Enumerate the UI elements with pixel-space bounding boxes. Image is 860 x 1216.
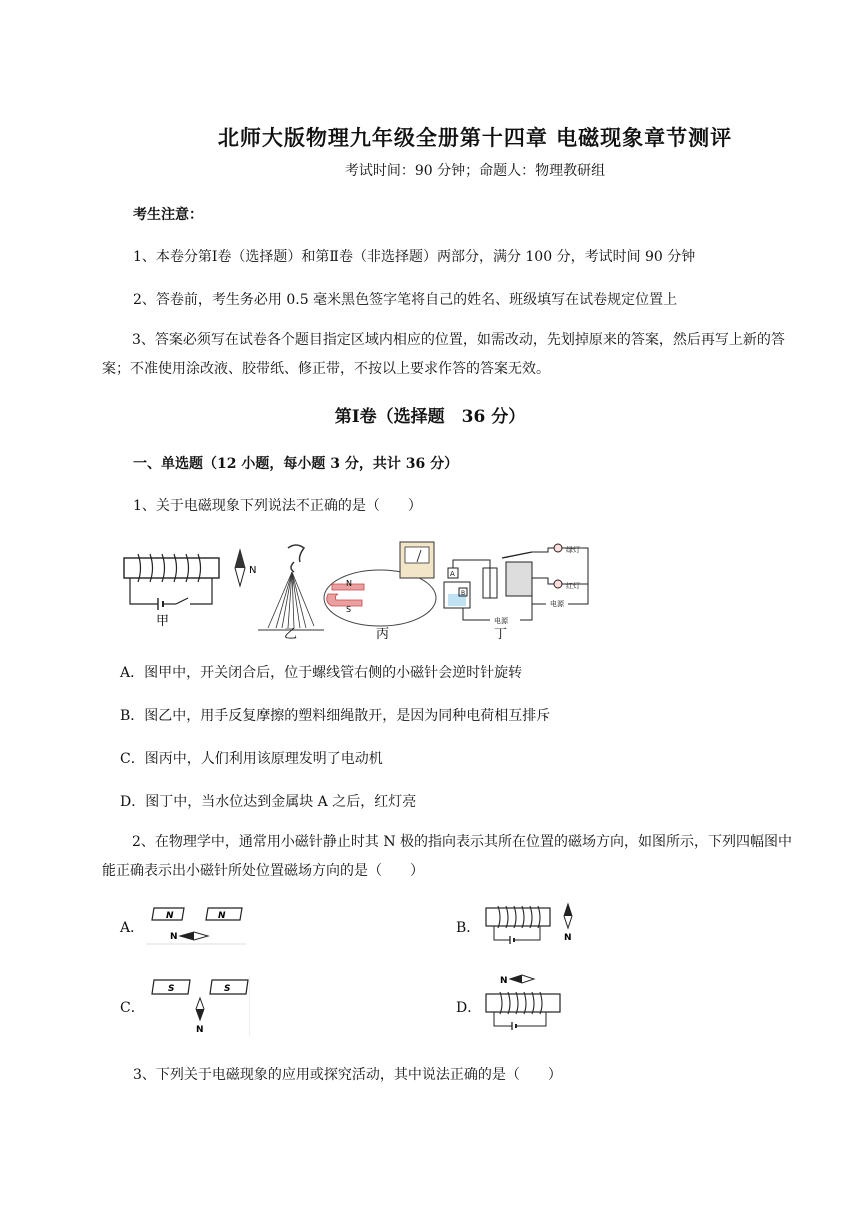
needle-d-n: N: [500, 976, 508, 986]
label-ding: 丁: [494, 627, 508, 642]
label-bing-n: N: [346, 579, 352, 588]
question-2-option-c-label[interactable]: C．: [120, 1000, 145, 1016]
needle-b-n: N: [564, 933, 572, 943]
question-2-option-a-label[interactable]: A．: [120, 920, 145, 936]
figure-bing: [324, 542, 436, 642]
exam-info: 考试时间：90 分钟；命题人：物理教研组: [344, 163, 606, 179]
question-2-figure-d[interactable]: [480, 970, 572, 1040]
notice-item-2: 2、答卷前，考生务必用 0.5 毫米黑色签字笔将自己的姓名、班级填写在试卷规定位置上: [133, 292, 678, 308]
section-title: 第Ⅰ卷（选择题 36 分）: [334, 407, 526, 427]
magnet-c-left-pole: S: [168, 984, 175, 994]
label-red-lamp: 红灯: [566, 582, 580, 590]
figure-ding: [444, 544, 588, 642]
question-2-figure-a[interactable]: [146, 904, 246, 946]
question-2-stem: 2、在物理学中，通常用小磁针静止时其 N 极的指向表示其所在位置的磁场方向，如图所示，下列四幅图中能正确表示出小磁针所处位置磁场方向的是（ ）: [102, 834, 793, 879]
label-power-2: 电源: [550, 600, 564, 608]
needle-c-n: N: [196, 1025, 204, 1035]
question-2-option-d-label[interactable]: D．: [456, 1000, 482, 1016]
question-1-option-a[interactable]: A．图甲中，开关闭合后，位于螺线管右侧的小磁针会逆时针旋转: [120, 665, 523, 681]
question-3-stem: 3、下列关于电磁现象的应用或探究活动，其中说法正确的是（ ）: [133, 1067, 562, 1083]
label-bing-s: S: [346, 605, 352, 614]
label-jia: 甲: [156, 614, 170, 629]
label-a: A: [450, 570, 455, 578]
question-1-option-b[interactable]: B．图乙中，用手反复摩擦的塑料细绳散开，是因为同种电荷相互排斥: [120, 708, 551, 724]
page-title: 北师大版物理九年级全册第十四章 电磁现象章节测评: [217, 125, 733, 150]
label-yi: 乙: [284, 627, 298, 642]
figure-yi: [258, 545, 324, 642]
question-1-stem: 1、关于电磁现象下列说法不正确的是（ ）: [133, 498, 422, 514]
notice-item-1: 1、本卷分第Ⅰ卷（选择题）和第Ⅱ卷（非选择题）两部分，满分 100 分，考试时间 90 分钟: [133, 249, 696, 265]
magnet-a-left-pole: N: [166, 911, 174, 921]
magnet-c-right-pole: S: [224, 984, 231, 994]
magnet-a-right-pole: N: [218, 911, 226, 921]
needle-a-n: N: [170, 932, 178, 942]
notice-heading: 考生注意：: [133, 207, 203, 223]
figure-jia: [124, 554, 219, 629]
question-2-figure-c[interactable]: [146, 976, 250, 1036]
question-2-option-b-label[interactable]: B．: [456, 920, 481, 936]
label-power-1: 电源: [494, 617, 508, 625]
label-green-lamp: 绿灯: [566, 546, 580, 554]
question-1-option-d[interactable]: D．图丁中，当水位达到金属块 A 之后，红灯亮: [120, 794, 417, 810]
figure-needle-n: [235, 550, 256, 586]
part-heading: 一、单选题（12 小题，每小题 3 分，共计 36 分）: [133, 456, 459, 472]
question-2-figure-b[interactable]: [480, 900, 580, 950]
question-1-option-c[interactable]: C．图丙中，人们利用该原理发明了电动机: [120, 751, 383, 767]
notice-item-3: 3、答案必须写在试卷各个题目指定区域内相应的位置，如需改动，先划掉原来的答案，然后再写上新的答案；不准使用涂改液、胶带纸、修正带，不按以上要求作答的答案无效。: [102, 332, 785, 377]
question-1-figure: [118, 538, 598, 642]
label-bing: 丙: [376, 627, 390, 642]
label-b: B: [461, 590, 466, 597]
label-n: N: [249, 565, 257, 576]
